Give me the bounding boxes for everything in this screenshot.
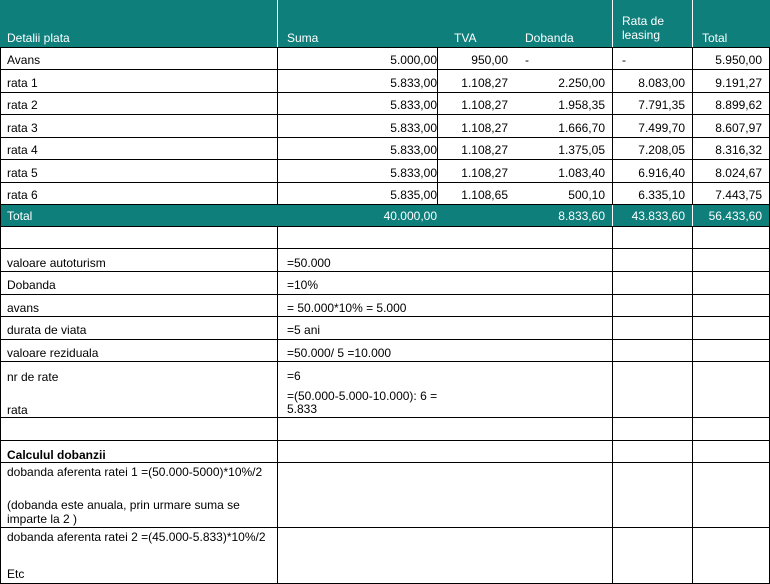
total-row — [0, 205, 770, 226]
calcul-etc: Etc — [7, 567, 25, 581]
param-label: Dobanda — [7, 278, 56, 292]
total-total: 56.433,60 — [708, 209, 762, 223]
cell-tva: 1.108,65 — [461, 188, 508, 202]
header-tva: TVA — [454, 31, 477, 45]
total-rata: 43.833,60 — [631, 209, 685, 223]
cell-tva: 950,00 — [471, 53, 508, 67]
row-label: Avans — [7, 53, 41, 67]
nr-rate-label: nr de rate — [7, 370, 59, 384]
row-label: rata 1 — [7, 76, 38, 90]
row-label: rata 2 — [7, 98, 38, 112]
cell-rata: 7.499,70 — [638, 121, 685, 135]
cell-rata: 8.083,00 — [638, 76, 685, 90]
cell-dobanda: 1.083,40 — [558, 166, 605, 180]
cell-suma: 5.835,00 — [390, 188, 437, 202]
nr-rate-value: =6 — [287, 369, 301, 383]
param-value: = 50.000*10% = 5.000 — [287, 301, 407, 315]
cell-rata: 6.335,10 — [638, 188, 685, 202]
cell-rata: 7.208,05 — [638, 143, 685, 157]
cell-dobanda: 1.666,70 — [558, 121, 605, 135]
table-header — [0, 0, 770, 47]
total-suma: 40.000,00 — [383, 209, 437, 223]
cell-tva: 1.108,27 — [461, 76, 508, 90]
cell-suma: 5.000,00 — [390, 53, 437, 67]
row-label: rata 4 — [7, 143, 38, 157]
cell-rata: 7.791,35 — [638, 98, 685, 112]
header-rata-leasing: Rata de leasing — [622, 14, 665, 42]
cell-total: 8.899,62 — [715, 98, 762, 112]
cell-total: 7.443,75 — [715, 188, 762, 202]
cell-total: 8.024,67 — [715, 166, 762, 180]
header-detalii: Detalii plata — [7, 31, 70, 45]
param-label: valoare reziduala — [7, 346, 99, 360]
param-label: valoare autoturism — [7, 256, 106, 270]
row-label: rata 5 — [7, 166, 38, 180]
cell-dobanda: - — [525, 53, 529, 67]
cell-total: 8.316,32 — [715, 143, 762, 157]
calcul-line-1: dobanda aferenta ratei 1 =(50.000-5000)*10%/2 — [7, 465, 263, 479]
total-dobanda: 8.833,60 — [558, 209, 605, 223]
rata-label: rata — [7, 403, 28, 417]
cell-suma: 5.833,00 — [390, 98, 437, 112]
cell-dobanda: 1.958,35 — [558, 98, 605, 112]
calcul-note-1: (dobanda este anuala, prin urmare suma se imparte la 2 ) — [7, 498, 240, 526]
header-suma: Suma — [287, 31, 319, 45]
cell-tva: 1.108,27 — [461, 166, 508, 180]
param-label: durata de viata — [7, 323, 87, 337]
param-label: avans — [7, 301, 40, 315]
header-total: Total — [702, 31, 728, 45]
cell-suma: 5.833,00 — [390, 121, 437, 135]
cell-rata: - — [622, 53, 626, 67]
row-label: rata 3 — [7, 121, 38, 135]
param-value: =50.000 — [287, 256, 331, 270]
param-value: =5 ani — [287, 323, 321, 337]
header-dobanda: Dobanda — [525, 31, 574, 45]
cell-suma: 5.833,00 — [390, 76, 437, 90]
cell-tva: 1.108,27 — [461, 143, 508, 157]
rata-value: =(50.000-5.000-10.000): 6 = 5.833 — [287, 389, 438, 416]
cell-total: 5.950,00 — [715, 53, 762, 67]
cell-suma: 5.833,00 — [390, 143, 437, 157]
param-value: =50.000/ 5 =10.000 — [287, 346, 392, 360]
cell-tva: 1.108,27 — [461, 121, 508, 135]
total-label: Total — [7, 209, 33, 223]
cell-dobanda: 1.375,05 — [558, 143, 605, 157]
cell-suma: 5.833,00 — [390, 166, 437, 180]
param-value: =10% — [287, 278, 319, 292]
row-label: rata 6 — [7, 188, 38, 202]
cell-total: 9.191,27 — [715, 76, 762, 90]
cell-tva: 1.108,27 — [461, 98, 508, 112]
calcul-title: Calculul dobanzii — [7, 448, 106, 462]
cell-dobanda: 2.250,00 — [558, 76, 605, 90]
cell-dobanda: 500,10 — [568, 188, 605, 202]
cell-total: 8.607,97 — [715, 121, 762, 135]
cell-rata: 6.916,40 — [638, 166, 685, 180]
calcul-line-2: dobanda aferenta ratei 2 =(45.000-5.833)*10%/2 — [7, 530, 266, 544]
